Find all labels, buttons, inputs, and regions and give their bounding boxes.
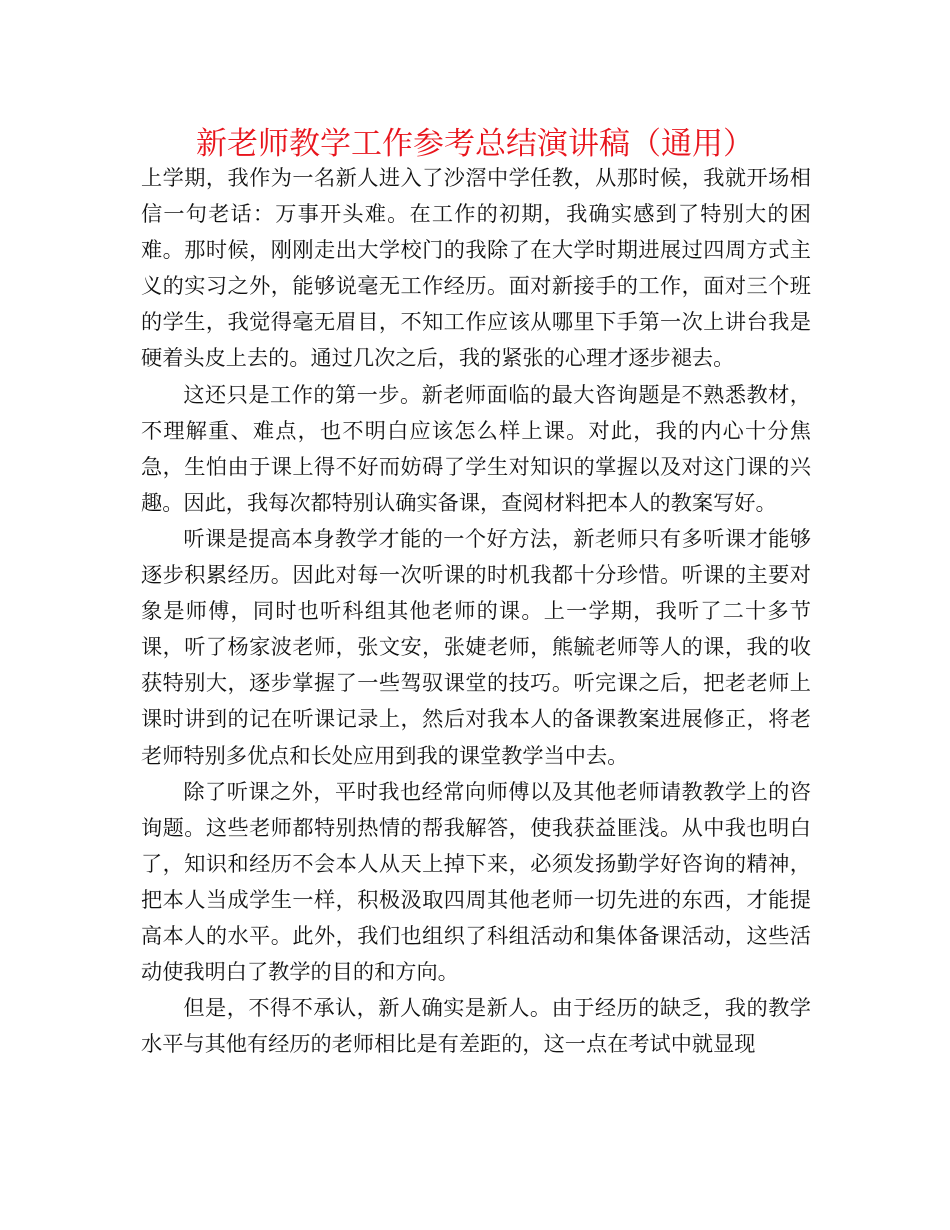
body-paragraph: 这还只是工作的第一步。新老师面临的最大咨询题是不熟悉教材，不理解重、难点，也不明白应该怎么样上课。对此，我的内心十分焦急，生怕由于课上得不好而妨碍了学生对知识的掌握以及对这门课的兴趣。因此，我每次都特别认确实备课，查阅材料把本人的教案写好。 bbox=[141, 381, 811, 515]
body-paragraph: 上学期，我作为一名新人进入了沙滘中学任教，从那时候，我就开场相信一句老话：万事开头难。在工作的初期，我确实感到了特别大的困难。那时候，刚刚走出大学校门的我除了在大学时期进展过四周方式主义的实习之外，能够说毫无工作经历。面对新接手的工作，面对三个班的学生，我觉得毫无眉目，不知工作应该从哪里下手第一次上讲台我是硬着头皮上去的。通过几次之后，我的紧张的心理才逐步褪去。 bbox=[141, 165, 811, 371]
body-paragraph: 除了听课之外，平时我也经常向师傅以及其他老师请教教学上的咨询题。这些老师都特别热情的帮我解答，使我获益匪浅。从中我也明白了，知识和经历不会本人从天上掉下来，必须发扬勤学好咨询的精神，把本人当成学生一样，积极汲取四周其他老师一切先进的东西，才能提高本人的水平。此外，我们也组织了科组活动和集体备课活动，这些活动使我明白了教学的目的和方向。 bbox=[141, 778, 811, 985]
document-title: 新老师教学工作参考总结演讲稿（通用） bbox=[196, 126, 754, 162]
body-paragraph: 听课是提高本身教学才能的一个好方法，新老师只有多听课才能够逐步积累经历。因此对每一次听课的时机我都十分珍惜。听课的主要对象是师傅，同时也听科组其他老师的课。上一学期，我听了二十多节课，听了杨家波老师，张文安，张婕老师，熊毓老师等人的课，我的收获特别大，逐步掌握了一些驾驭课堂的技巧。听完课之后，把老老师上课时讲到的记在听课记录上，然后对我本人的备课教案进展修正，将老老师特别多优点和长处应用到我的课堂教学当中去。 bbox=[141, 525, 811, 768]
document-body bbox=[141, 160, 811, 1062]
body-paragraph: 但是，不得不承认，新人确实是新人。由于经历的缺乏，我的教学水平与其他有经历的老师相比是有差距的，这一点在考试中就显现 bbox=[141, 995, 811, 1057]
